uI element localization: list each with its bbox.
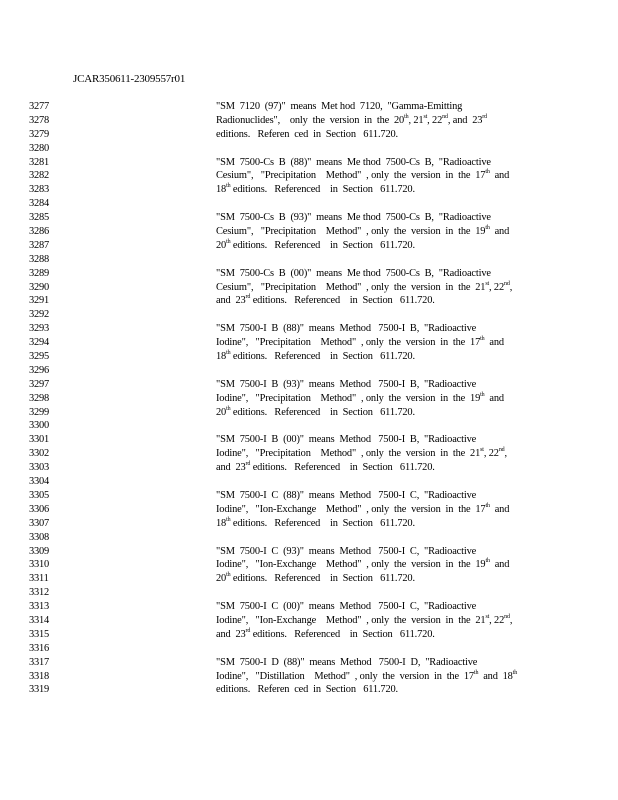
text-line xyxy=(0,683,618,697)
line-number: 3307 xyxy=(29,517,49,529)
line-number: 3301 xyxy=(29,434,49,446)
text-line xyxy=(0,169,618,183)
text-line xyxy=(0,142,618,156)
line-number: 3292 xyxy=(29,309,49,321)
line-text: Iodine", "Precipitation Method" , only the version in the 17th and xyxy=(216,336,504,349)
line-text: "SM 7500-Cs B (00)" means Me thod 7500-Cs B, "Radioactive xyxy=(216,267,491,279)
text-line xyxy=(0,225,618,239)
line-number: 3288 xyxy=(29,253,49,265)
line-number: 3319 xyxy=(29,684,49,696)
text-line xyxy=(0,656,618,670)
text-line xyxy=(0,531,618,545)
line-text: Iodine", "Ion-Exchange Method" , only the version in the 19th and xyxy=(216,558,510,571)
text-line xyxy=(0,586,618,600)
line-text: "SM 7500-I B (93)" means Method 7500-I B, "Radioactive xyxy=(216,378,477,390)
line-number: 3284 xyxy=(29,198,49,210)
line-text: "SM 7500-I B (88)" means Method 7500-I B, "Radioactive xyxy=(216,323,477,335)
text-line xyxy=(0,294,618,308)
line-number: 3289 xyxy=(29,267,49,279)
line-number: 3305 xyxy=(29,489,49,501)
line-number: 3316 xyxy=(29,642,49,654)
line-number: 3298 xyxy=(29,392,49,404)
text-line xyxy=(0,156,618,170)
line-number: 3303 xyxy=(29,462,49,474)
text-line xyxy=(0,378,618,392)
line-text: editions. Referen ced in Section 611.720. xyxy=(216,684,399,696)
line-text: Iodine", "Ion-Exchange Method" , only the version in the 17th and xyxy=(216,502,510,515)
line-number: 3302 xyxy=(29,448,49,460)
text-line xyxy=(0,211,618,225)
text-line xyxy=(0,642,618,656)
text-line xyxy=(0,322,618,336)
line-text: Iodine", "Ion-Exchange Method" , only the version in the 21st, 22nd, xyxy=(216,613,513,626)
text-line xyxy=(0,350,618,364)
line-number: 3312 xyxy=(29,587,49,599)
line-text: "SM 7500-I D (88)" means Method 7500-I D, "Radioactive xyxy=(216,656,478,668)
line-text: Iodine", "Precipitation Method" , only the version in the 19th and xyxy=(216,391,504,404)
text-line xyxy=(0,475,618,489)
line-number: 3286 xyxy=(29,226,49,238)
line-number: 3287 xyxy=(29,239,49,251)
line-text: Cesium", "Precipitation Method" , only the version in the 21st, 22nd, xyxy=(216,280,513,293)
text-line xyxy=(0,600,618,614)
line-text: Radionuclides", only the version in the 20th, 21st, 22nd, and 23rd xyxy=(216,113,487,126)
line-text: Iodine", "Precipitation Method" , only the version in the 21st, 22nd, xyxy=(216,447,507,460)
line-text: "SM 7500-Cs B (93)" means Me thod 7500-Cs B, "Radioactive xyxy=(216,212,491,224)
line-text: 20th editions. Referenced in Section 611.720. xyxy=(216,405,415,418)
line-text: "SM 7120 (97)" means Met hod 7120, "Gamma-Emitting xyxy=(216,101,463,112)
text-line xyxy=(0,489,618,503)
text-line xyxy=(0,517,618,531)
text-line xyxy=(0,308,618,322)
text-line xyxy=(0,197,618,211)
line-number: 3278 xyxy=(29,114,49,126)
line-text: 18th editions. Referenced in Section 611.720. xyxy=(216,183,415,196)
line-number: 3304 xyxy=(29,476,49,488)
text-line xyxy=(0,281,618,295)
line-text: "SM 7500-I C (88)" means Method 7500-I C, "Radioactive xyxy=(216,489,477,501)
line-text: editions. Referen ced in Section 611.720. xyxy=(216,128,399,140)
line-text: Cesium", "Precipitation Method" , only the version in the 17th and xyxy=(216,169,510,182)
line-number: 3277 xyxy=(29,101,49,112)
text-line xyxy=(0,433,618,447)
line-text: 18th editions. Referenced in Section 611.720. xyxy=(216,516,415,529)
text-line xyxy=(0,419,618,433)
line-number: 3318 xyxy=(29,670,49,682)
line-number: 3282 xyxy=(29,170,49,182)
line-number: 3279 xyxy=(29,128,49,140)
text-line xyxy=(0,253,618,267)
text-line xyxy=(0,364,618,378)
line-text: 20th editions. Referenced in Section 611.720. xyxy=(216,238,415,251)
line-number: 3297 xyxy=(29,378,49,390)
line-number: 3296 xyxy=(29,364,49,376)
text-line xyxy=(0,336,618,350)
line-number: 3281 xyxy=(29,156,49,168)
line-number: 3306 xyxy=(29,503,49,515)
line-text: 18th editions. Referenced in Section 611.720. xyxy=(216,350,415,363)
line-number: 3293 xyxy=(29,323,49,335)
text-line xyxy=(0,114,618,128)
text-line xyxy=(0,406,618,420)
line-text: Cesium", "Precipitation Method" , only the version in the 19th and xyxy=(216,225,510,238)
numbered-text-body xyxy=(0,100,618,697)
line-number: 3314 xyxy=(29,614,49,626)
line-text: 20th editions. Referenced in Section 611.720. xyxy=(216,572,415,585)
line-number: 3313 xyxy=(29,601,49,613)
line-text: and 23rd editions. Referenced in Section 611.720. xyxy=(216,461,435,474)
line-text: "SM 7500-I C (93)" means Method 7500-I C, "Radioactive xyxy=(216,545,477,557)
line-number: 3300 xyxy=(29,420,49,432)
text-line xyxy=(0,545,618,559)
line-number: 3317 xyxy=(29,656,49,668)
line-text: "SM 7500-I C (00)" means Method 7500-I C, "Radioactive xyxy=(216,601,477,613)
line-text: and 23rd editions. Referenced in Section 611.720. xyxy=(216,627,435,640)
text-line xyxy=(0,183,618,197)
text-line xyxy=(0,239,618,253)
text-line xyxy=(0,503,618,517)
text-line xyxy=(0,670,618,684)
line-number: 3295 xyxy=(29,351,49,363)
line-number: 3294 xyxy=(29,337,49,349)
line-number: 3299 xyxy=(29,406,49,418)
line-number: 3311 xyxy=(29,573,49,585)
text-line xyxy=(0,614,618,628)
text-line xyxy=(0,100,618,114)
text-line xyxy=(0,628,618,642)
text-line xyxy=(0,572,618,586)
text-line xyxy=(0,128,618,142)
text-line xyxy=(0,447,618,461)
line-number: 3308 xyxy=(29,531,49,543)
line-number: 3290 xyxy=(29,281,49,293)
line-number: 3280 xyxy=(29,142,49,154)
line-number: 3291 xyxy=(29,295,49,307)
document-id-header: JCAR350611-2309557r01 xyxy=(73,73,186,85)
line-text: "SM 7500-Cs B (88)" means Me thod 7500-Cs B, "Radioactive xyxy=(216,156,491,168)
text-line xyxy=(0,267,618,281)
line-number: 3315 xyxy=(29,628,49,640)
line-number: 3285 xyxy=(29,212,49,224)
line-text: Iodine", "Distillation Method" , only the version in the 17th and 18th xyxy=(216,669,518,682)
line-number: 3309 xyxy=(29,545,49,557)
line-number: 3283 xyxy=(29,184,49,196)
line-number: 3310 xyxy=(29,559,49,571)
text-line xyxy=(0,558,618,572)
text-line xyxy=(0,392,618,406)
line-text: "SM 7500-I B (00)" means Method 7500-I B, "Radioactive xyxy=(216,434,477,446)
line-text: and 23rd editions. Referenced in Section 611.720. xyxy=(216,294,435,307)
text-line xyxy=(0,461,618,475)
